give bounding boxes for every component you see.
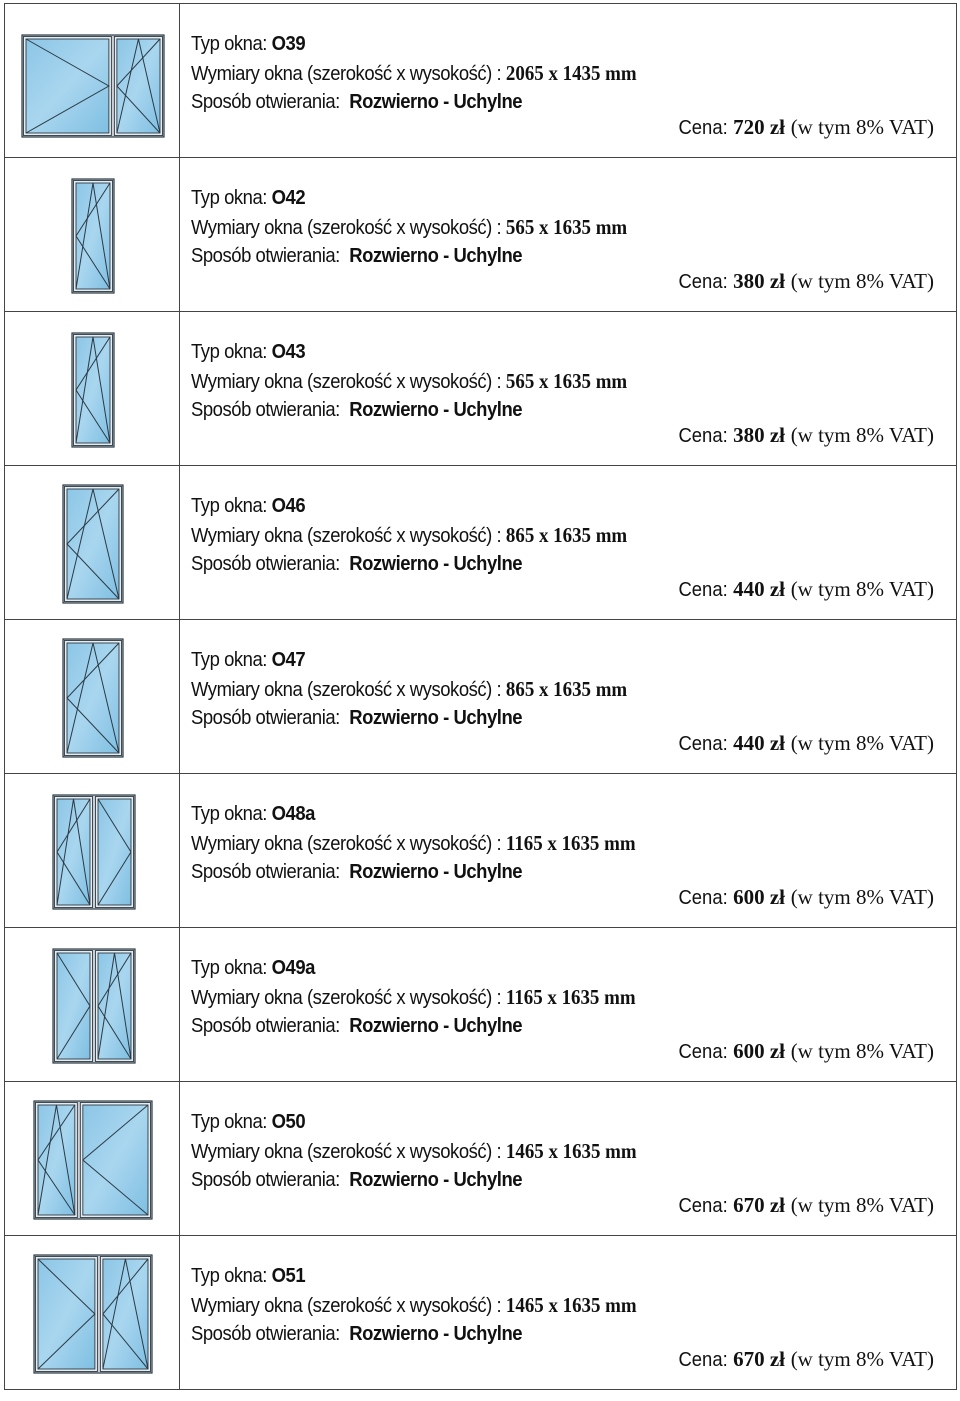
- type-line: [191, 954, 636, 983]
- opening-label: Sposób otwierania:: [191, 552, 340, 575]
- vat-note: (w tym 8% VAT): [790, 885, 934, 909]
- window-info-cell: [180, 1236, 957, 1390]
- dims-line: [191, 1137, 637, 1167]
- opening-line: [191, 704, 627, 733]
- window-info: [191, 800, 636, 887]
- vat-note: (w tym 8% VAT): [790, 269, 934, 293]
- opening-label: Sposób otwierania:: [191, 860, 340, 883]
- opening-line: [191, 1166, 637, 1195]
- window-row: [5, 928, 957, 1082]
- type-label: Typ okna:: [191, 956, 267, 979]
- dims-line: [191, 829, 636, 859]
- dims-label: Wymiary okna (szerokość x wysokość) :: [191, 1293, 502, 1317]
- window-info: [191, 1262, 637, 1349]
- price-label: Cena:: [678, 1194, 728, 1217]
- price-value: 600 zł: [733, 885, 785, 909]
- vat-note: (w tym 8% VAT): [790, 1347, 934, 1371]
- price-label: Cena:: [678, 1348, 728, 1371]
- dims-line: [191, 367, 627, 397]
- type-line: [191, 492, 627, 521]
- price-line: [673, 885, 934, 910]
- type-line: [191, 184, 627, 213]
- opening-line: [191, 1012, 636, 1041]
- window-info: [191, 954, 636, 1041]
- vat-note: (w tym 8% VAT): [790, 423, 934, 447]
- window-catalog-table: [4, 3, 957, 1390]
- opening-label: Sposób otwierania:: [191, 1322, 340, 1345]
- dims-label: Wymiary okna (szerokość x wysokość) :: [191, 369, 502, 393]
- type-line: [191, 646, 627, 675]
- window-image-cell: [5, 4, 180, 158]
- opening-label: Sposób otwierania:: [191, 1168, 340, 1191]
- price-value: 380 zł: [733, 423, 785, 447]
- window-type: O46: [271, 494, 306, 517]
- dims-line: [191, 983, 636, 1013]
- window-dims: 565 x 1635 mm: [505, 368, 628, 393]
- window-type: O43: [271, 340, 306, 363]
- window-info-cell: [180, 620, 957, 774]
- opening-type: Rozwierno - Uchylne: [349, 706, 523, 729]
- window-info-cell: [180, 158, 957, 312]
- vat-note: (w tym 8% VAT): [790, 1039, 934, 1063]
- vat-note: (w tym 8% VAT): [790, 577, 934, 601]
- window-row: [5, 466, 957, 620]
- price-line: [673, 577, 934, 602]
- price-label: Cena:: [678, 116, 728, 139]
- window-info-cell: [180, 4, 957, 158]
- opening-label: Sposób otwierania:: [191, 1014, 340, 1037]
- window-info-cell: [180, 1082, 957, 1236]
- type-label: Typ okna:: [191, 494, 267, 517]
- dims-line: [191, 521, 627, 551]
- dims-line: [191, 675, 627, 705]
- window-image-cell: [5, 1236, 180, 1390]
- opening-type: Rozwierno - Uchylne: [349, 1014, 523, 1037]
- dims-line: [191, 1291, 637, 1321]
- type-label: Typ okna:: [191, 340, 267, 363]
- window-row: [5, 1236, 957, 1390]
- price-line: [673, 1039, 934, 1064]
- price-value: 720 zł: [733, 115, 785, 139]
- vat-note: (w tym 8% VAT): [790, 115, 934, 139]
- window-dims: 1465 x 1635 mm: [505, 1292, 637, 1317]
- window-info-cell: [180, 928, 957, 1082]
- price-value: 670 zł: [733, 1193, 785, 1217]
- price-label: Cena:: [678, 732, 728, 755]
- dims-label: Wymiary okna (szerokość x wysokość) :: [191, 523, 502, 547]
- price-label: Cena:: [678, 424, 728, 447]
- window-info-cell: [180, 466, 957, 620]
- price-value: 380 zł: [733, 269, 785, 293]
- opening-type: Rozwierno - Uchylne: [349, 244, 523, 267]
- window-dims: 2065 x 1435 mm: [505, 60, 637, 85]
- tilt-turn-window-icon: [71, 332, 115, 448]
- price-line: [673, 115, 934, 140]
- tilt-turn-window-icon: [62, 638, 124, 758]
- price-label: Cena:: [678, 1040, 728, 1063]
- dims-line: [191, 213, 627, 243]
- window-image-cell: [5, 1082, 180, 1236]
- opening-label: Sposób otwierania:: [191, 706, 340, 729]
- price-line: [673, 1347, 934, 1372]
- window-info: [191, 492, 627, 579]
- window-dims: 865 x 1635 mm: [505, 522, 628, 547]
- opening-type: Rozwierno - Uchylne: [349, 1322, 523, 1345]
- opening-line: [191, 550, 627, 579]
- window-type: O42: [271, 186, 306, 209]
- price-value: 600 zł: [733, 1039, 785, 1063]
- price-line: [673, 269, 934, 294]
- window-row: [5, 158, 957, 312]
- window-type: O47: [271, 648, 306, 671]
- opening-line: [191, 396, 627, 425]
- vat-note: (w tym 8% VAT): [790, 731, 934, 755]
- dims-label: Wymiary okna (szerokość x wysokość) :: [191, 677, 502, 701]
- opening-type: Rozwierno - Uchylne: [349, 90, 523, 113]
- type-line: [191, 338, 627, 367]
- window-image-cell: [5, 466, 180, 620]
- price-label: Cena:: [678, 270, 728, 293]
- price-line: [673, 423, 934, 448]
- window-dims: 565 x 1635 mm: [505, 214, 628, 239]
- type-line: [191, 1108, 637, 1137]
- window-type: O49a: [271, 956, 315, 979]
- opening-line: [191, 858, 636, 887]
- opening-type: Rozwierno - Uchylne: [349, 398, 523, 421]
- type-line: [191, 800, 636, 829]
- window-dims: 1165 x 1635 mm: [505, 830, 636, 855]
- window-row: [5, 4, 957, 158]
- window-image-cell: [5, 774, 180, 928]
- price-line: [673, 1193, 934, 1218]
- dims-label: Wymiary okna (szerokość x wysokość) :: [191, 61, 502, 85]
- dims-label: Wymiary okna (szerokość x wysokość) :: [191, 1139, 502, 1163]
- opening-line: [191, 1320, 637, 1349]
- window-dims: 1465 x 1635 mm: [505, 1138, 637, 1163]
- double-sash-window-icon: [33, 1100, 153, 1220]
- window-image-cell: [5, 158, 180, 312]
- window-image-cell: [5, 928, 180, 1082]
- opening-label: Sposób otwierania:: [191, 398, 340, 421]
- type-label: Typ okna:: [191, 1110, 267, 1133]
- window-info-cell: [180, 774, 957, 928]
- window-dims: 1165 x 1635 mm: [505, 984, 636, 1009]
- window-row: [5, 1082, 957, 1236]
- opening-type: Rozwierno - Uchylne: [349, 1168, 523, 1191]
- window-row: [5, 620, 957, 774]
- price-value: 670 zł: [733, 1347, 785, 1371]
- double-sash-window-icon: [52, 794, 136, 910]
- window-type: O50: [271, 1110, 306, 1133]
- price-line: [673, 731, 934, 756]
- type-label: Typ okna:: [191, 186, 267, 209]
- double-sash-window-icon: [52, 948, 136, 1064]
- vat-note: (w tym 8% VAT): [790, 1193, 934, 1217]
- window-dims: 865 x 1635 mm: [505, 676, 628, 701]
- double-sash-window-icon: [21, 34, 165, 138]
- dims-label: Wymiary okna (szerokość x wysokość) :: [191, 831, 502, 855]
- opening-type: Rozwierno - Uchylne: [349, 552, 523, 575]
- window-image-cell: [5, 620, 180, 774]
- dims-line: [191, 59, 637, 89]
- type-label: Typ okna:: [191, 802, 267, 825]
- tilt-turn-window-icon: [71, 178, 115, 294]
- type-label: Typ okna:: [191, 32, 267, 55]
- window-row: [5, 312, 957, 466]
- opening-type: Rozwierno - Uchylne: [349, 860, 523, 883]
- window-image-cell: [5, 312, 180, 466]
- tilt-turn-window-icon: [62, 484, 124, 604]
- window-info: [191, 1108, 637, 1195]
- type-line: [191, 1262, 637, 1291]
- window-info: [191, 30, 637, 117]
- price-label: Cena:: [678, 886, 728, 909]
- dims-label: Wymiary okna (szerokość x wysokość) :: [191, 985, 502, 1009]
- window-type: O48a: [271, 802, 315, 825]
- opening-line: [191, 88, 637, 117]
- type-label: Typ okna:: [191, 648, 267, 671]
- window-type: O51: [271, 1264, 306, 1287]
- opening-label: Sposób otwierania:: [191, 244, 340, 267]
- type-label: Typ okna:: [191, 1264, 267, 1287]
- window-info: [191, 338, 627, 425]
- double-sash-window-icon: [33, 1254, 153, 1374]
- window-row: [5, 774, 957, 928]
- window-info: [191, 646, 627, 733]
- window-info: [191, 184, 627, 271]
- price-label: Cena:: [678, 578, 728, 601]
- price-value: 440 zł: [733, 731, 785, 755]
- type-line: [191, 30, 637, 59]
- window-info-cell: [180, 312, 957, 466]
- dims-label: Wymiary okna (szerokość x wysokość) :: [191, 215, 502, 239]
- window-type: O39: [271, 32, 306, 55]
- opening-line: [191, 242, 627, 271]
- price-value: 440 zł: [733, 577, 785, 601]
- opening-label: Sposób otwierania:: [191, 90, 340, 113]
